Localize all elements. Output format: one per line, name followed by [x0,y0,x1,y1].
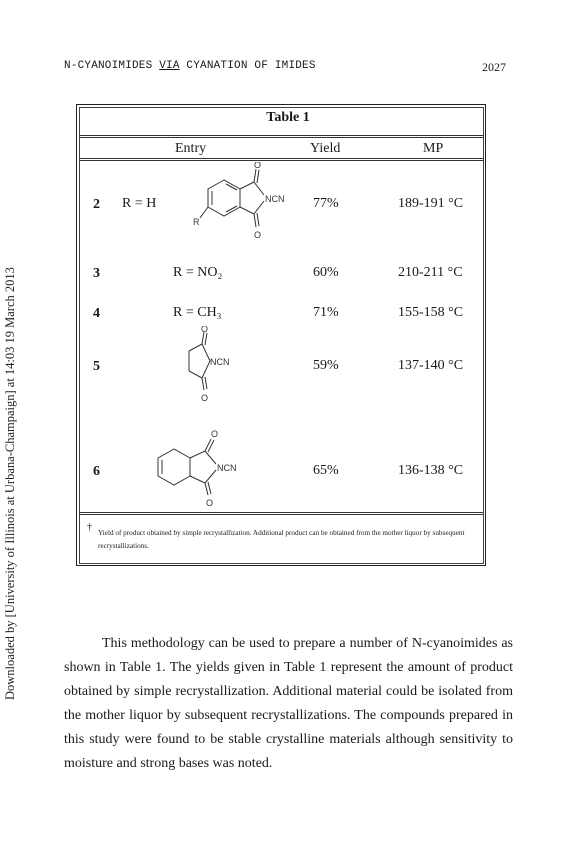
running-head-title-start: N-CYANOIMIDES [64,60,160,72]
row-mp: 137-140 °C [398,358,464,373]
row-r-label: R = CH₃ [173,305,222,320]
table-footnote: Yield of product obtained by simple recrystallization. Additional product can be obtained from the mother liquor by subsequent recrystallizations. [98,529,465,550]
table-caption: Table 1 [266,110,310,125]
table-footnote-rule-2 [79,514,483,515]
row-mp: 155-158 °C [398,305,464,320]
running-head-title-end: CYANATION OF IMIDES [179,60,316,72]
row-entry-number: 6 [93,464,100,479]
row-mp: 189-191 °C [398,196,464,211]
struct-label-o-top: O [201,326,209,334]
page-number: 2027 [482,60,506,74]
table-header-rule-2 [79,160,483,161]
tetrahydrophthalimide-ncn-icon [150,420,265,508]
row-entry-number: 3 [93,266,100,281]
table-header-rule [79,158,483,159]
struct-label-o-top: O [211,429,219,439]
table-rule-top [79,135,483,136]
row-yield: 71% [313,305,339,320]
row-entry-number: 5 [93,359,100,374]
running-head-title [64,60,316,72]
row-mp: 210-211 °C [398,265,463,280]
table-footnote-rule [79,512,483,513]
row-yield: 77% [313,196,339,211]
struct-label-o-bottom: O [206,498,214,508]
column-header-mp: MP [423,141,444,156]
struct-label-ncn: NCN [210,357,230,367]
running-head-title-via: VIA [159,60,180,72]
body-paragraph-text: This methodology can be used to prepare a number of N-cyanoimides as shown in Table 1. The yields given in Table 1 represent the amount of product obtained by simple recrystallization. Additional material could be isolated from the mother liquor by subsequent recrystallizations. The compounds prepared in this study were found to be stable crystalline materials although sensitivity to moisture and strong bases was noted. [64,636,513,771]
row-yield: 60% [313,265,339,280]
struct-label-ncn: NCN [217,463,237,473]
footnote-mark: † [87,522,92,533]
struct-label-ncn: NCN [265,194,285,204]
row-entry-number: 4 [93,306,100,321]
row-entry-number: 2 [93,197,100,212]
row-yield: 59% [313,358,339,373]
row-r-label: R = NO₂ [173,265,223,280]
body-paragraph [64,632,513,776]
running-head [0,60,576,78]
struct-label-o-top: O [254,162,262,170]
download-stamp: Downloaded by [University of Illinois at Urbana-Champaign] at 14:03 19 March 2013 [3,267,17,700]
column-header-entry: Entry [175,141,207,156]
column-header-yield: Yield [310,141,341,156]
struct-label-o-bottom: O [201,393,209,403]
struct-label-o-bottom: O [254,230,262,240]
table-rule-top-2 [79,137,483,138]
phthalimide-ncn-icon [178,162,293,242]
row-yield: 65% [313,463,339,478]
succinimide-ncn-icon [165,326,250,406]
row-r-label: R = H [122,196,157,211]
row-mp: 136-138 °C [398,463,464,478]
struct-label-r: R [193,217,200,227]
